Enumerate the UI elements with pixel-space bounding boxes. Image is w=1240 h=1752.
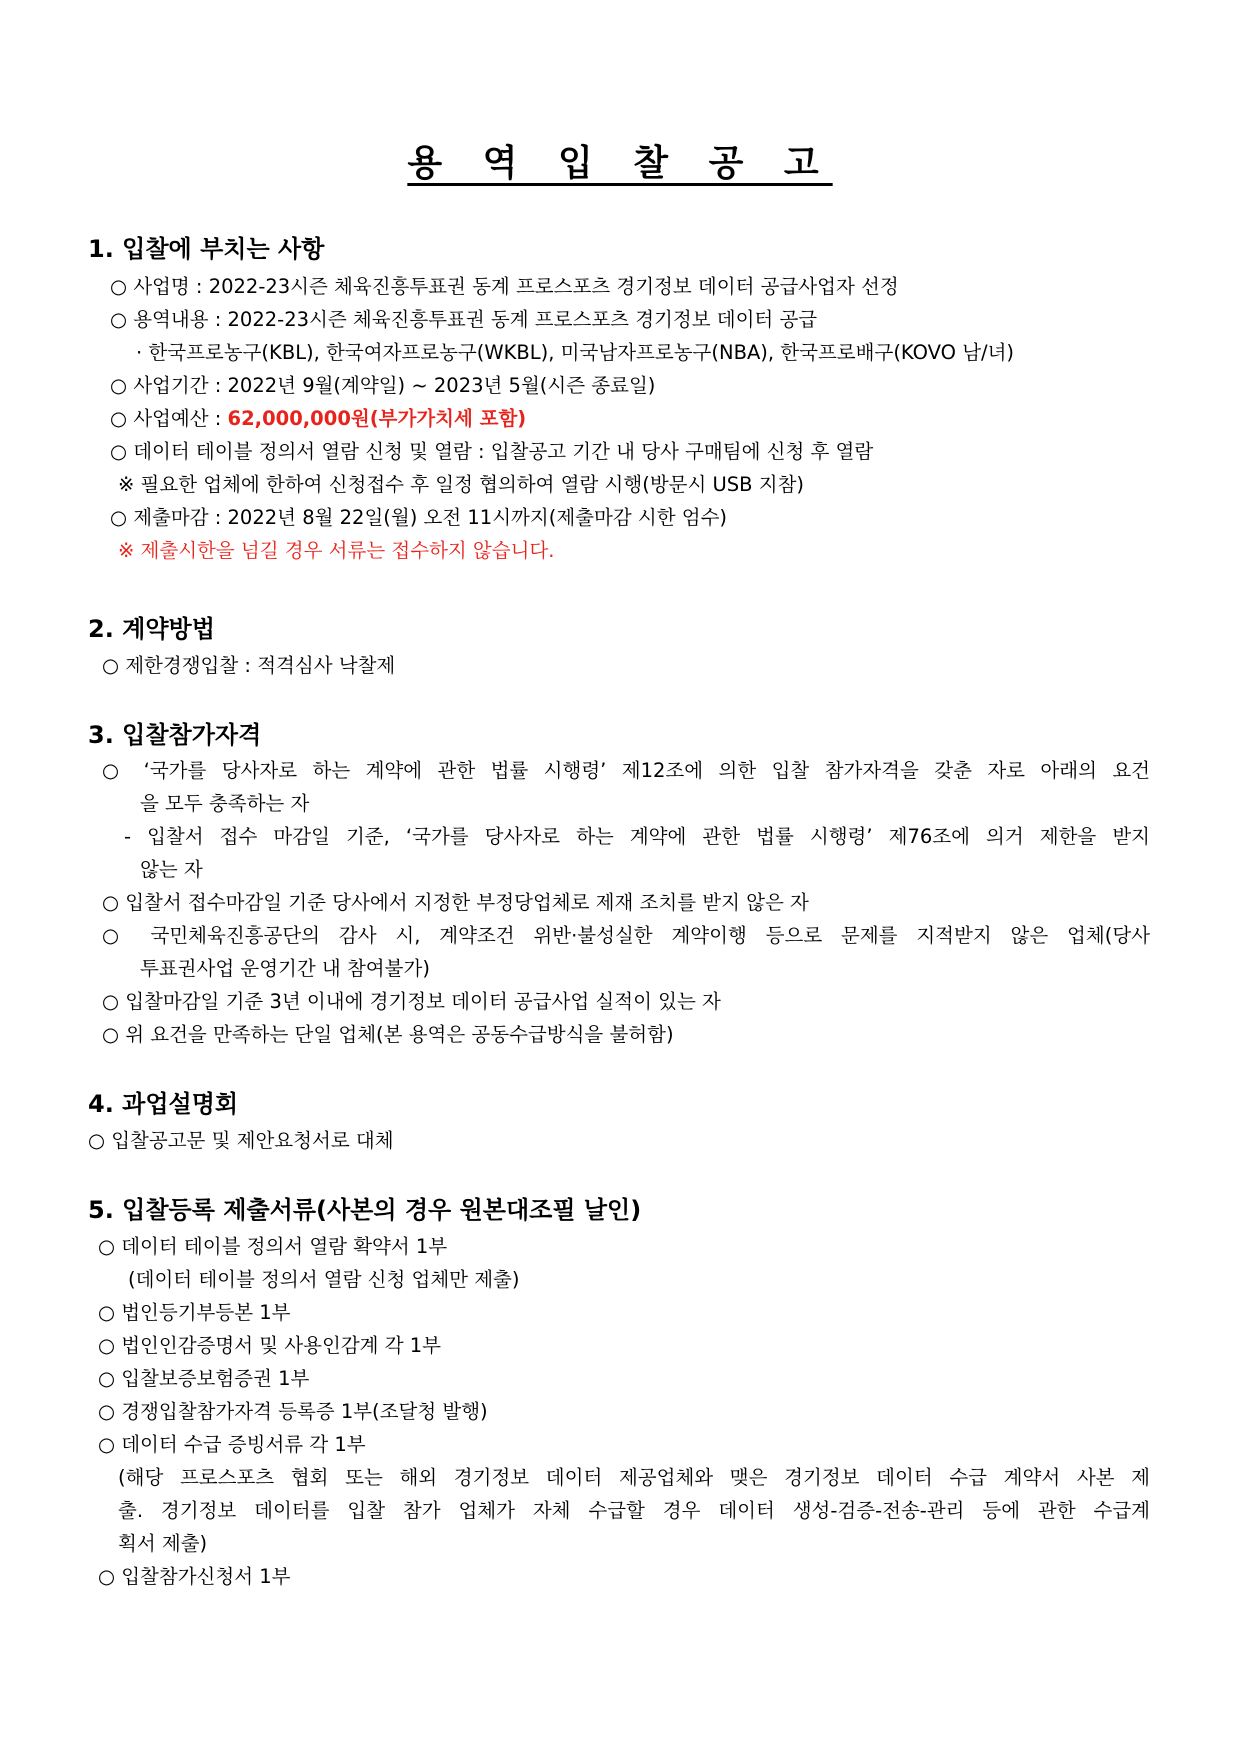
section-2-heading: 2. 계약방법: [88, 615, 215, 643]
s2-line-method: ○ 제한경쟁입찰 : 적격심사 낙찰제: [102, 654, 396, 677]
s3-line-qualification-3: ○ 입찰서 접수마감일 기준 당사에서 지정한 부정당업체로 제재 조치를 받지 않은 자: [102, 891, 809, 914]
s4-line-briefing: ○ 입찰공고문 및 제안요청서로 대체: [88, 1129, 394, 1152]
section-4-heading: 4. 과업설명회: [88, 1090, 239, 1118]
document-title: 용 역 입 찰 공 고: [407, 143, 833, 184]
section-3-heading: 3. 입찰참가자격: [88, 721, 262, 749]
s3-line-qualification-2a: - 입찰서 접수 마감일 기준, ‘국가를 당사자로 하는 계약에 관한 법률 시행령’ 제76조에 의거 제한을 받지: [124, 825, 1150, 848]
s1-line-service-content: ○ 용역내용 : 2022-23시즌 체육진흥투표권 동계 프로스포츠 경기정보 데이터 공급: [110, 308, 818, 331]
s5-doc-confirmation-note: (데이터 테이블 정의서 열람 신청 업체만 제출): [128, 1268, 520, 1291]
s5-doc-registry: ○ 법인등기부등본 1부: [98, 1301, 291, 1324]
section-1-heading: 1. 입찰에 부치는 사항: [88, 235, 325, 263]
s3-line-qualification-4b: 투표권사업 운영기간 내 참여불가): [140, 957, 430, 980]
s1-line-period: ○ 사업기간 : 2022년 9월(계약일) ~ 2023년 5월(시즌 종료일): [110, 374, 656, 397]
s5-doc-data-supply: ○ 데이터 수급 증빙서류 각 1부: [98, 1433, 366, 1456]
s1-line-budget: [110, 404, 526, 434]
s1-line-deadline: ○ 제출마감 : 2022년 8월 22일(월) 오전 11시까지(제출마감 시한 엄수): [110, 506, 728, 529]
s5-doc-seal-certificate: ○ 법인인감증명서 및 사용인감계 각 1부: [98, 1334, 441, 1357]
s1-note-viewing: ※ 필요한 업체에 한하여 신청접수 후 일정 협의하여 열람 시행(방문시 USB 지참): [118, 473, 805, 496]
section-5-heading: 5. 입찰등록 제출서류(사본의 경우 원본대조필 날인): [88, 1196, 642, 1224]
s3-line-qualification-4a: ○ 국민체육진흥공단의 감사 시, 계약조건 위반·불성실한 계약이행 등으로 문제를 지적받지 않은 업체(당사: [102, 924, 1150, 947]
s3-line-qualification-1a: ○ ‘국가를 당사자로 하는 계약에 관한 법률 시행령’ 제12조에 의한 입찰 참가자격을 갖춘 자로 아래의 요건: [102, 759, 1150, 782]
s5-doc-data-supply-note-c: 획서 제출): [118, 1532, 208, 1555]
s5-doc-data-supply-note-b: 출. 경기정보 데이터를 입찰 참가 업체가 자체 수급할 경우 데이터 생성-검증-전송-관리 등에 관한 수급계: [118, 1499, 1150, 1522]
s1-line-project-name: ○ 사업명 : 2022-23시즌 체육진흥투표권 동계 프로스포츠 경기정보 데이터 공급사업자 선정: [110, 275, 899, 298]
s5-doc-application: ○ 입찰참가신청서 1부: [98, 1565, 291, 1588]
budget-label: ○ 사업예산 :: [110, 407, 228, 430]
s3-line-qualification-1b: 을 모두 충족하는 자: [140, 792, 310, 815]
s5-doc-data-supply-note-a: (해당 프로스포츠 협회 또는 해외 경기정보 데이터 제공업체와 맺은 경기정보 데이터 수급 계약서 사본 제: [118, 1466, 1150, 1489]
budget-value: 62,000,000원(부가가치세 포함): [227, 407, 527, 430]
s3-line-qualification-6: ○ 위 요건을 만족하는 단일 업체(본 용역은 공동수급방식을 불허함): [102, 1023, 674, 1046]
s5-doc-confirmation: ○ 데이터 테이블 정의서 열람 확약서 1부: [98, 1235, 448, 1258]
s1-line-leagues: · 한국프로농구(KBL), 한국여자프로농구(WKBL), 미국남자프로농구(NBA), 한국프로배구(KOVO 남/녀): [136, 341, 1015, 364]
s3-line-qualification-2b: 않는 자: [140, 858, 203, 881]
s5-doc-bond: ○ 입찰보증보험증권 1부: [98, 1367, 310, 1390]
s1-line-data-table: ○ 데이터 테이블 정의서 열람 신청 및 열람 : 입찰공고 기간 내 당사 구매팀에 신청 후 열람: [110, 440, 874, 463]
s3-line-qualification-5: ○ 입찰마감일 기준 3년 이내에 경기정보 데이터 공급사업 실적이 있는 자: [102, 990, 721, 1013]
s1-note-deadline-warning: ※ 제출시한을 넘길 경우 서류는 접수하지 않습니다.: [118, 539, 555, 562]
s5-doc-registration: ○ 경쟁입찰참가자격 등록증 1부(조달청 발행): [98, 1400, 488, 1423]
